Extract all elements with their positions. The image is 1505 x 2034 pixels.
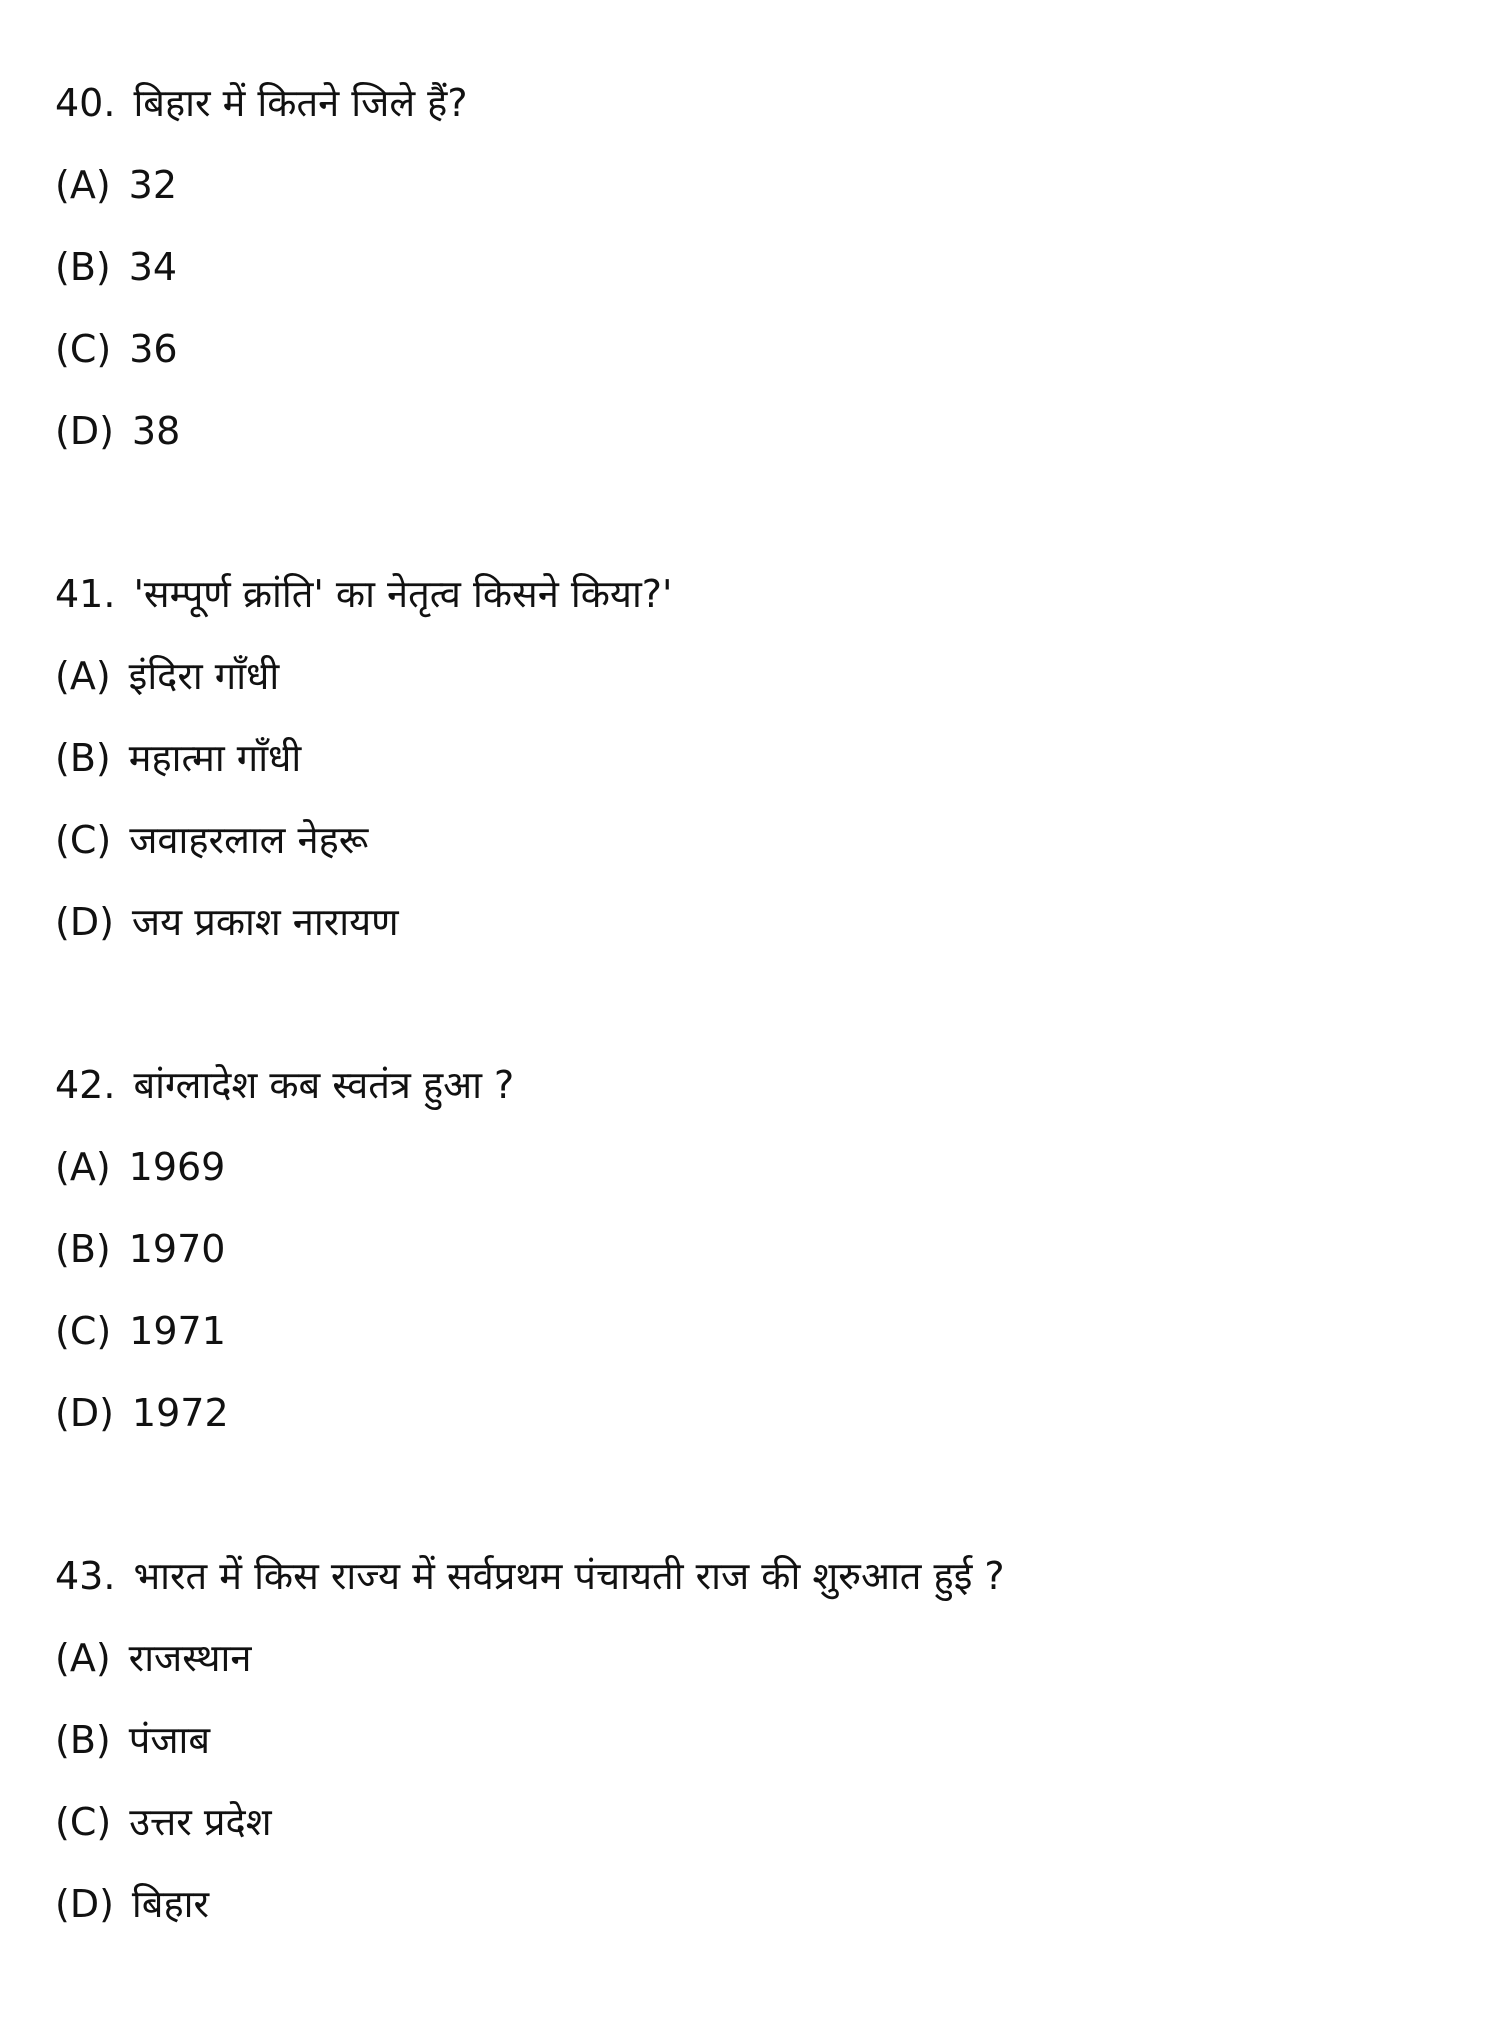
question-text: बांग्लादेश कब स्वतंत्र हुआ ? (133, 1063, 515, 1107)
question-42 (55, 1044, 1455, 1454)
option-label: (D) (55, 1882, 114, 1926)
option-text: 1972 (131, 1391, 229, 1435)
option-label: (A) (55, 1636, 111, 1680)
option-text: बिहार (131, 1882, 210, 1926)
question-text: 'सम्पूर्ण क्रांति' का नेतृत्व किसने किया?' (133, 572, 673, 616)
option-c (55, 308, 1455, 390)
option-a (55, 1617, 1455, 1699)
question-text-line (55, 1044, 1455, 1126)
option-label: (D) (55, 1391, 114, 1435)
question-41 (55, 553, 1455, 963)
option-text: 32 (128, 163, 178, 207)
option-text: राजस्थान (128, 1636, 252, 1680)
option-label: (A) (55, 1145, 111, 1189)
option-text: उत्तर प्रदेश (129, 1800, 272, 1844)
question-number: 43. (55, 1554, 116, 1598)
question-40 (55, 62, 1455, 472)
question-43 (55, 1535, 1455, 1945)
option-label: (C) (55, 818, 112, 862)
option-label: (D) (55, 900, 114, 944)
option-label: (A) (55, 163, 111, 207)
option-b (55, 1699, 1455, 1781)
option-label: (A) (55, 654, 111, 698)
option-label: (C) (55, 1309, 112, 1353)
option-c (55, 1290, 1455, 1372)
question-number: 40. (55, 81, 116, 125)
question-text-line (55, 1535, 1455, 1617)
option-d (55, 390, 1455, 472)
option-text: 38 (131, 409, 181, 453)
option-text: 1971 (129, 1309, 226, 1353)
option-b (55, 1208, 1455, 1290)
option-label: (D) (55, 409, 114, 453)
option-text: जय प्रकाश नारायण (131, 900, 399, 944)
option-text: पंजाब (128, 1718, 211, 1762)
option-a (55, 144, 1455, 226)
option-text: जवाहरलाल नेहरू (129, 818, 369, 862)
question-number: 41. (55, 572, 116, 616)
option-b (55, 226, 1455, 308)
option-label: (C) (55, 1800, 112, 1844)
option-d (55, 881, 1455, 963)
option-text: 34 (128, 245, 178, 289)
option-text: इंदिरा गाँधी (128, 654, 280, 698)
question-text-line (55, 553, 1455, 635)
option-label: (B) (55, 1227, 111, 1271)
option-text: 1969 (128, 1145, 226, 1189)
option-c (55, 1781, 1455, 1863)
option-a (55, 1126, 1455, 1208)
option-text: 36 (129, 327, 178, 371)
option-label: (B) (55, 245, 111, 289)
question-text-line (55, 62, 1455, 144)
option-label: (B) (55, 1718, 111, 1762)
option-a (55, 635, 1455, 717)
question-number: 42. (55, 1063, 116, 1107)
option-label: (C) (55, 327, 112, 371)
question-text: भारत में किस राज्य में सर्वप्रथम पंचायती राज की शुरुआत हुई ? (133, 1554, 1005, 1598)
option-text: महात्मा गाँधी (128, 736, 302, 780)
option-d (55, 1372, 1455, 1454)
option-d (55, 1863, 1455, 1945)
option-c (55, 799, 1455, 881)
option-b (55, 717, 1455, 799)
question-text: बिहार में कितने जिले हैं? (133, 81, 468, 125)
option-text: 1970 (128, 1227, 226, 1271)
option-label: (B) (55, 736, 111, 780)
